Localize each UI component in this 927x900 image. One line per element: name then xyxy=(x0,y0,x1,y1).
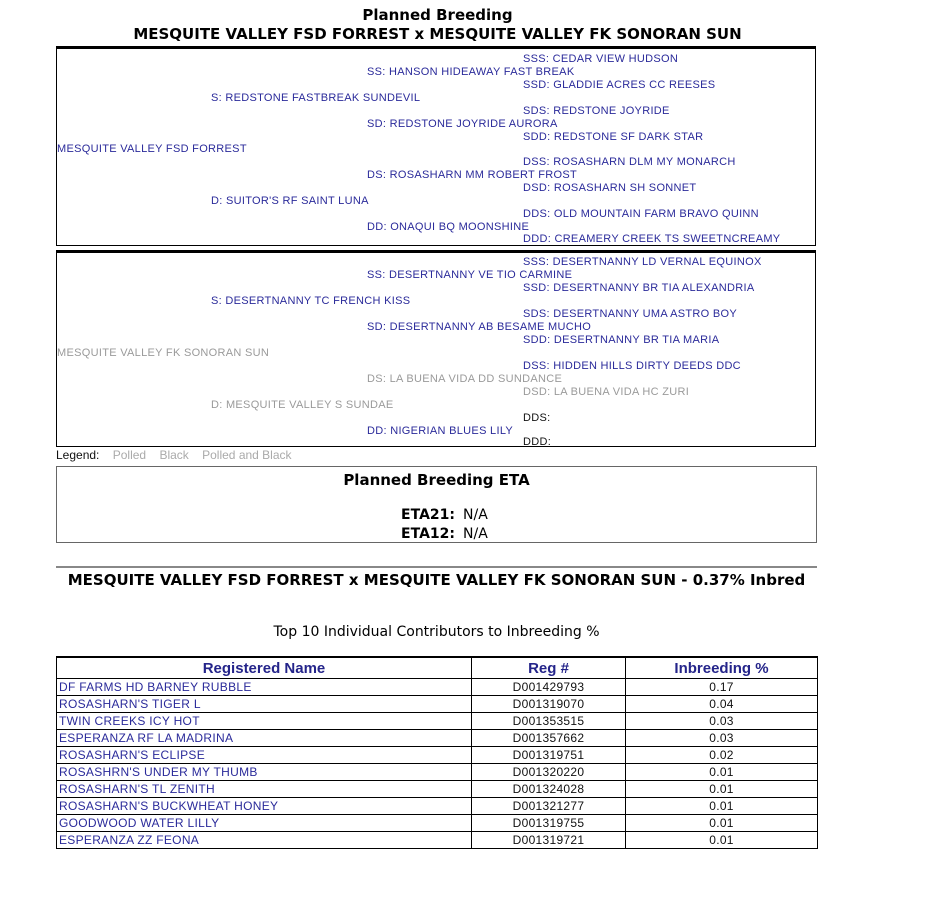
dam-pedigree xyxy=(56,250,816,447)
contributor-name[interactable]: DF FARMS HD BARNEY RUBBLE xyxy=(57,679,472,696)
pedigree-ddd[interactable]: DDD: CREAMERY CREEK TS SWEETNCREAMY xyxy=(523,233,781,245)
contributor-pct: 0.01 xyxy=(626,815,818,832)
contributor-reg: D001319070 xyxy=(472,696,626,713)
pedigree-d[interactable]: D: MESQUITE VALLEY S SUNDAE xyxy=(211,399,394,411)
contributor-name[interactable]: ESPERANZA ZZ FEONA xyxy=(57,832,472,849)
eta-row xyxy=(387,507,488,523)
contributor-pct: 0.03 xyxy=(626,730,818,747)
divider xyxy=(56,566,817,568)
column-header-reg: Reg # xyxy=(472,657,626,679)
contributor-pct: 0.02 xyxy=(626,747,818,764)
contributor-reg: D001357662 xyxy=(472,730,626,747)
pedigree-dsd[interactable]: DSD: LA BUENA VIDA HC ZURI xyxy=(523,386,690,398)
pedigree-sdd[interactable]: SDD: REDSTONE SF DARK STAR xyxy=(523,131,704,143)
contributor-pct: 0.01 xyxy=(626,764,818,781)
contributor-name[interactable]: TWIN CREEKS ICY HOT xyxy=(57,713,472,730)
pedigree-sss[interactable]: SSS: DESERTNANNY LD VERNAL EQUINOX xyxy=(523,256,762,268)
pedigree-dsd[interactable]: DSD: ROSASHARN SH SONNET xyxy=(523,182,697,194)
pedigree-ds[interactable]: DS: LA BUENA VIDA DD SUNDANCE xyxy=(367,373,563,385)
pedigree-ss[interactable]: SS: HANSON HIDEAWAY FAST BREAK xyxy=(367,66,575,78)
contributor-reg: D001324028 xyxy=(472,781,626,798)
table-row xyxy=(57,798,818,815)
table-row xyxy=(57,747,818,764)
legend-polled-black: Polled and Black xyxy=(202,448,292,462)
contributor-reg: D001319721 xyxy=(472,832,626,849)
contributor-pct: 0.01 xyxy=(626,798,818,815)
page-title: Planned Breeding xyxy=(362,6,513,24)
table-row xyxy=(57,713,818,730)
pedigree-sd[interactable]: SD: DESERTNANNY AB BESAME MUCHO xyxy=(367,321,592,333)
sire-pedigree xyxy=(56,46,816,246)
eta-key: ETA12: xyxy=(401,526,455,542)
pedigree-sds[interactable]: SDS: REDSTONE JOYRIDE xyxy=(523,105,670,117)
pedigree-sdd[interactable]: SDD: DESERTNANNY BR TIA MARIA xyxy=(523,334,720,346)
contributor-pct: 0.01 xyxy=(626,781,818,798)
table-row xyxy=(57,679,818,696)
column-header-name: Registered Name xyxy=(57,657,472,679)
contributor-name[interactable]: ROSASHARN'S TIGER L xyxy=(57,696,472,713)
contributor-pct: 0.04 xyxy=(626,696,818,713)
contributors-table xyxy=(56,656,818,849)
contributor-name[interactable]: ESPERANZA RF LA MADRINA xyxy=(57,730,472,747)
contributor-pct: 0.01 xyxy=(626,832,818,849)
contributors-title: Top 10 Individual Contributors to Inbreeding % xyxy=(273,624,600,640)
eta-box xyxy=(56,466,817,543)
pedigree-ssd[interactable]: SSD: DESERTNANNY BR TIA ALEXANDRIA xyxy=(523,282,755,294)
pedigree-sd[interactable]: SD: REDSTONE JOYRIDE AURORA xyxy=(367,118,558,130)
contributor-reg: D001319755 xyxy=(472,815,626,832)
pedigree-d[interactable]: D: SUITOR'S RF SAINT LUNA xyxy=(211,195,369,207)
pedigree-ssd[interactable]: SSD: GLADDIE ACRES CC REESES xyxy=(523,79,716,91)
contributor-name[interactable]: GOODWOOD WATER LILLY xyxy=(57,815,472,832)
contributor-name[interactable]: ROSASHARN'S BUCKWHEAT HONEY xyxy=(57,798,472,815)
legend-label: Legend: xyxy=(56,448,100,462)
pedigree-dds: DDS: xyxy=(523,412,551,424)
table-row xyxy=(57,696,818,713)
eta-value: N/A xyxy=(463,526,488,542)
contributor-name[interactable]: ROSASHARN'S ECLIPSE xyxy=(57,747,472,764)
pedigree-s[interactable]: S: REDSTONE FASTBREAK SUNDEVIL xyxy=(211,92,421,104)
legend xyxy=(56,448,292,462)
column-header-inbreeding: Inbreeding % xyxy=(626,657,818,679)
eta-row xyxy=(387,526,488,542)
table-row xyxy=(57,815,818,832)
table-row xyxy=(57,764,818,781)
contributor-reg: D001353515 xyxy=(472,713,626,730)
table-header-row xyxy=(57,657,818,679)
table-row xyxy=(57,832,818,849)
eta-value: N/A xyxy=(463,507,488,523)
pedigree-dds[interactable]: DDS: OLD MOUNTAIN FARM BRAVO QUINN xyxy=(523,208,759,220)
eta-title: Planned Breeding ETA xyxy=(343,471,530,489)
contributor-reg: D001429793 xyxy=(472,679,626,696)
pedigree-ddd: DDD: xyxy=(523,436,552,448)
pedigree-s[interactable]: S: DESERTNANNY TC FRENCH KISS xyxy=(211,295,411,307)
pedigree-ds[interactable]: DS: ROSASHARN MM ROBERT FROST xyxy=(367,169,577,181)
eta-key: ETA21: xyxy=(401,507,455,523)
legend-polled: Polled xyxy=(112,448,147,462)
pedigree-dss[interactable]: DSS: HIDDEN HILLS DIRTY DEEDS DDC xyxy=(523,360,741,372)
contributor-reg: D001321277 xyxy=(472,798,626,815)
pedigree-animal[interactable]: MESQUITE VALLEY FK SONORAN SUN xyxy=(57,347,270,359)
contributor-reg: D001319751 xyxy=(472,747,626,764)
pairing-title: MESQUITE VALLEY FSD FORREST x MESQUITE VALLEY FK SONORAN SUN xyxy=(133,25,742,43)
table-row xyxy=(57,781,818,798)
table-row xyxy=(57,730,818,747)
pedigree-dd[interactable]: DD: NIGERIAN BLUES LILY xyxy=(367,425,514,437)
pedigree-dd[interactable]: DD: ONAQUI BQ MOONSHINE xyxy=(367,221,530,233)
pedigree-ss[interactable]: SS: DESERTNANNY VE TIO CARMINE xyxy=(367,269,573,281)
contributor-name[interactable]: ROSASHARN'S TL ZENITH xyxy=(57,781,472,798)
pedigree-sds[interactable]: SDS: DESERTNANNY UMA ASTRO BOY xyxy=(523,308,737,320)
contributor-name[interactable]: ROSASHRN'S UNDER MY THUMB xyxy=(57,764,472,781)
pedigree-dss[interactable]: DSS: ROSASHARN DLM MY MONARCH xyxy=(523,156,736,168)
contributor-reg: D001320220 xyxy=(472,764,626,781)
contributor-pct: 0.03 xyxy=(626,713,818,730)
pedigree-sss[interactable]: SSS: CEDAR VIEW HUDSON xyxy=(523,53,679,65)
pedigree-animal[interactable]: MESQUITE VALLEY FSD FORREST xyxy=(57,143,247,155)
contributor-pct: 0.17 xyxy=(626,679,818,696)
inbreeding-summary: MESQUITE VALLEY FSD FORREST x MESQUITE VALLEY FK SONORAN SUN - 0.37% Inbred xyxy=(67,571,806,589)
legend-black: Black xyxy=(159,448,189,462)
